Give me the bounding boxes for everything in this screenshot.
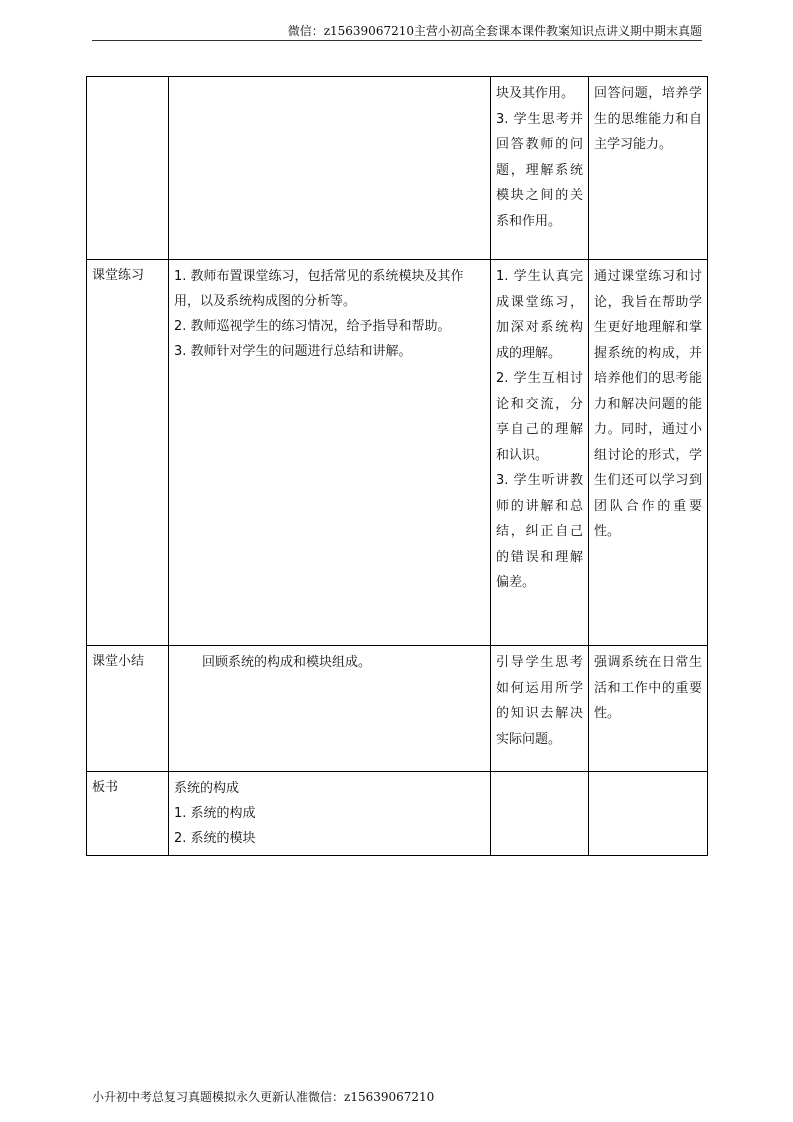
teacher-activity-cell [169, 77, 491, 260]
page-footer [92, 1088, 434, 1105]
teacher-line: 1. 教师布置课堂练习，包括常见的系统模块及其作用，以及系统构成图的分析等。 [174, 269, 464, 309]
student-activity-cell [491, 77, 589, 260]
intent-line: 通过课堂练习和讨论，我旨在帮助学生更好地理解和掌握系统的构成，并培养他们的思考能力和解决问题的能力。同时，通过小组讨论的形式，学生们还可以学习到团队合作的重要性。 [594, 269, 702, 539]
teacher-activity-cell [169, 646, 491, 772]
teacher-activity-cell [169, 772, 491, 856]
design-intent-cell [589, 772, 708, 856]
stage-label: 板书 [92, 780, 119, 795]
student-line: 1. 学生认真完成课堂练习，加深对系统构成的理解。 [496, 269, 583, 361]
stage-cell [87, 646, 169, 772]
teacher-line: 2. 教师巡视学生的练习情况，给予指导和帮助。 [174, 319, 451, 334]
student-line: 3. 学生听讲教师的讲解和总结，纠正自己的错误和理解偏差。 [496, 473, 583, 590]
stage-label: 课堂小结 [92, 654, 145, 669]
teacher-line: 回顾系统的构成和模块组成。 [202, 655, 372, 670]
header-text: 微信：z15639067210主营小初高全套课本课件教案知识点讲义期中期末真题 [287, 24, 702, 38]
design-intent-cell [589, 77, 708, 260]
student-activity-cell [491, 772, 589, 856]
teacher-line: 3. 教师针对学生的问题进行总结和讲解。 [174, 344, 412, 359]
intent-line: 回答问题，培养学生的思维能力和自主学习能力。 [594, 86, 702, 152]
board-line: 2. 系统的模块 [174, 831, 256, 846]
design-intent-cell [589, 646, 708, 772]
student-line: 2. 学生互相讨论和交流，分享自己的理解和认识。 [496, 371, 583, 463]
student-activity-cell [491, 260, 589, 646]
stage-label: 课堂练习 [92, 268, 145, 283]
intent-line: 强调系统在日常生活和工作中的重要性。 [594, 655, 702, 721]
table-row-practice [87, 260, 708, 646]
stage-cell [87, 772, 169, 856]
design-intent-cell [589, 260, 708, 646]
table-row-summary [87, 646, 708, 772]
board-line: 1. 系统的构成 [174, 806, 256, 821]
student-line: 块及其作用。 [496, 86, 575, 101]
stage-cell [87, 260, 169, 646]
lesson-table [86, 76, 708, 856]
board-line: 系统的构成 [174, 781, 240, 796]
table-row-board [87, 772, 708, 856]
student-line: 引导学生思考如何运用所学的知识去解决实际问题。 [496, 655, 583, 747]
table-row-continued [87, 77, 708, 260]
page-header [92, 22, 702, 41]
student-line: 3. 学生思考并回答教师的问题，理解系统模块之间的关系和作用。 [496, 111, 583, 229]
student-activity-cell [491, 646, 589, 772]
stage-cell [87, 77, 169, 260]
teacher-activity-cell [169, 260, 491, 646]
footer-text: 小升初中考总复习真题模拟永久更新认准微信：z15639067210 [92, 1090, 435, 1104]
